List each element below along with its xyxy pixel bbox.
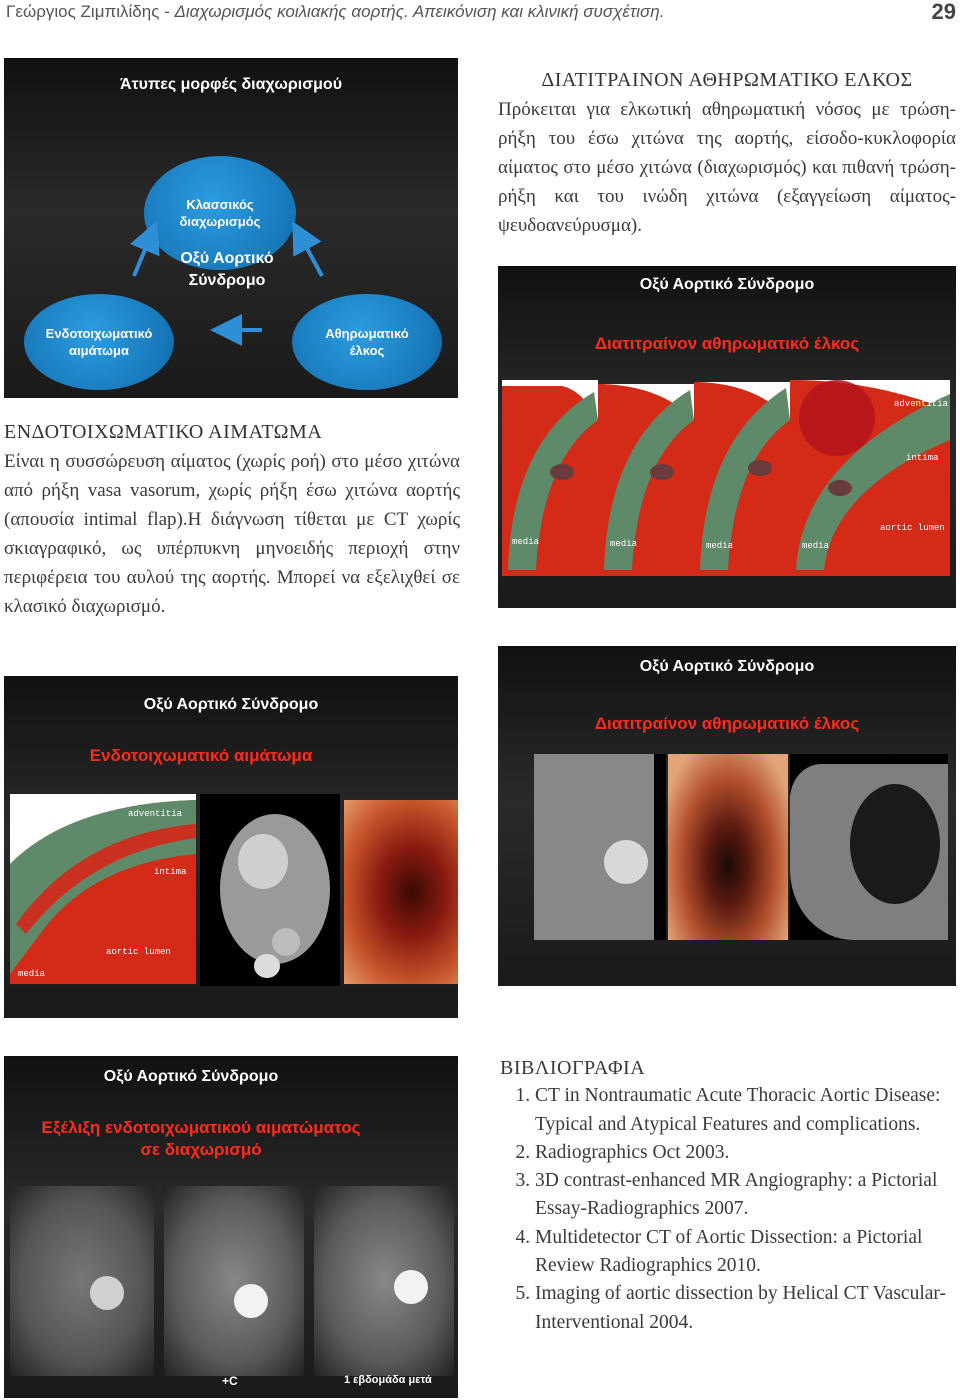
- label-adventitia: adventitia: [128, 809, 183, 819]
- pau-stages-illustration: [502, 380, 950, 576]
- diagram-arrows: [4, 58, 458, 398]
- label-media: media: [706, 541, 734, 551]
- header-title: Διαχωρισμός κοιλιακής αορτής. Απεικόνιση και κλινική συσχέτιση.: [174, 2, 665, 21]
- arrow-up-right: [296, 228, 322, 276]
- slide-title: Οξύ Αορτικό Σύνδρομο: [103, 1068, 279, 1085]
- reference-item: 1. CT in Nontraumatic Acute Thoracic Aortic Disease: Typical and Atypical Features and complications.: [535, 1082, 950, 1139]
- label-aortic-lumen: aortic lumen: [880, 523, 945, 533]
- header-author: Γεώργιος Ζιμπιλίδης -: [6, 2, 175, 21]
- ct-image-right: [790, 754, 948, 940]
- surgical-photo-pau: [668, 754, 788, 940]
- label-media: media: [802, 541, 830, 551]
- ct-spine: [254, 954, 280, 978]
- circle-label: Ενδοτοιχωματικό αιμάτωμα: [45, 326, 153, 358]
- surgical-photo-imh: [344, 800, 458, 984]
- slide-pau-imaging: [498, 646, 956, 986]
- ct-series-2: [164, 1186, 304, 1376]
- ct-aorta: [90, 1276, 124, 1310]
- reference-item: 4. Multidetector CT of Aortic Dissection: a Pictorial Review Radiographics 2010.: [535, 1224, 950, 1281]
- references-heading: ΒΙΒΛΙΟΓΡΑΦΙΑ: [500, 1057, 646, 1079]
- slide-subtitle-line-1: Εξέλιξη ενδοτοιχωματικού αιματώματος: [41, 1118, 361, 1137]
- label-intima: intima: [154, 867, 187, 877]
- ct-aorta: [234, 1284, 268, 1318]
- ct-image-imh: [200, 794, 340, 986]
- pau-text-block: [498, 66, 956, 240]
- running-head: [6, 2, 664, 22]
- slide-title: Οξύ Αορτικό Σύνδρομο: [639, 658, 815, 675]
- ct-body: [314, 1186, 454, 1376]
- slide-subtitle: Ενδοτοιχωματικό αιμάτωμα: [89, 746, 313, 765]
- ulcer: [748, 460, 772, 476]
- blood-cloud: [799, 380, 875, 456]
- slide-pau-illustration: [498, 266, 956, 608]
- ct-series-3: [314, 1186, 454, 1376]
- slide-subtitle-line-2: σε διαχωρισμό: [140, 1140, 262, 1159]
- ct-body: [164, 1186, 304, 1376]
- ct-body: [10, 1186, 154, 1376]
- ct-heart: [238, 834, 288, 889]
- pau-heading: ΔΙΑΤΙΤΡΑΙΝΟΝ ΑΘΗΡΩΜΑΤΙΚΟ ΕΛΚΟΣ: [541, 69, 913, 91]
- ct-lung: [850, 784, 940, 904]
- imh-heading: ΕΝΔΟΤΟΙΧΩΜΑΤΙΚΟ ΑΙΜΑΤΩΜΑ: [4, 421, 323, 443]
- pau-body: Πρόκειται για ελκωτική αθηρωματική νόσος με τρώση-ρήξη του έσω χιτώνα της αορτής, είσοδο-κυκλοφορία αίματος στο μέσο χιτώνα (διαχωρισμός) και πιθανή τρώση-ρήξη και του ινώδη χιτώνα (εξαγγείωση αίματος-ψευδοανεύρυσμα).: [498, 99, 956, 236]
- ulcer: [550, 464, 574, 480]
- slide-subtitle: Διατιτραίνον αθηρωματικό έλκος: [594, 334, 860, 353]
- ct-image-left: [534, 754, 666, 940]
- page-header: [0, 0, 960, 24]
- ct-aorta: [604, 840, 648, 884]
- imh-text-block: [4, 418, 460, 621]
- label-media: media: [610, 539, 638, 549]
- ct-aorta: [394, 1270, 428, 1304]
- reference-item: 3. 3D contrast-enhanced MR Angiography: a Pictorial Essay-Radiographics 2007.: [535, 1167, 950, 1224]
- reference-item: 5. Imaging of aortic dissection by Helical CT Vascular-Interventional 2004.: [535, 1280, 950, 1337]
- caption-one-week: 1 εβδομάδα μετά: [344, 1374, 432, 1386]
- label-intima: intima: [906, 453, 939, 463]
- slide-subtitle: Διατιτραίνον αθηρωματικό έλκος: [594, 714, 860, 733]
- imh-body: Είναι η συσσώρευση αίματος (χωρίς ροή) στο μέσο χιτώνα από ρήξη vasa vasorum, χωρίς ρήξη έσω χιτώνα αορτής (απουσία intimal flap).Η διάγνωση τίθεται με CT χωρίς σκιαγραφικό, ως υπέρπυκνη μηνοειδής περιοχή στην περιφέρεια του αυλού της αορτής. Μπορεί να εξελιχθεί σε κλασικό διαχωρισμό.: [4, 451, 460, 617]
- reference-item: 2. Radiographics Oct 2003.: [535, 1139, 950, 1167]
- slide-imh-evolution: [4, 1056, 458, 1398]
- references-section: [500, 1054, 950, 1337]
- ct-aorta: [272, 928, 300, 956]
- imh-illustration: [10, 794, 196, 984]
- circle-label: Κλασσικός διαχωρισμός: [179, 197, 261, 229]
- circle-label: Αθηρωματικό έλκος: [325, 326, 409, 358]
- slide-title: Οξύ Αορτικό Σύνδρομο: [143, 696, 319, 713]
- arrow-up-left: [134, 228, 154, 276]
- slide-atypical-forms: [4, 58, 458, 398]
- label-media: media: [512, 537, 540, 547]
- panel-1-white: [502, 380, 598, 386]
- label-adventitia: adventitia: [894, 399, 949, 409]
- slide-title: Άτυπες μορφές διαχωρισμού: [119, 76, 343, 93]
- ct-series-1: [10, 1186, 154, 1376]
- ulcer: [828, 480, 852, 496]
- label-media: media: [18, 969, 46, 979]
- slide-title: Οξύ Αορτικό Σύνδρομο: [639, 276, 815, 293]
- caption-contrast: +C: [222, 1374, 238, 1388]
- references-list: [500, 1082, 950, 1337]
- slide-imh: [4, 676, 458, 1018]
- page-number: 29: [931, 0, 956, 24]
- ulcer: [650, 464, 674, 480]
- label-aortic-lumen: aortic lumen: [106, 947, 171, 957]
- center-label: Οξύ Αορτικό Σύνδρομο: [180, 250, 274, 289]
